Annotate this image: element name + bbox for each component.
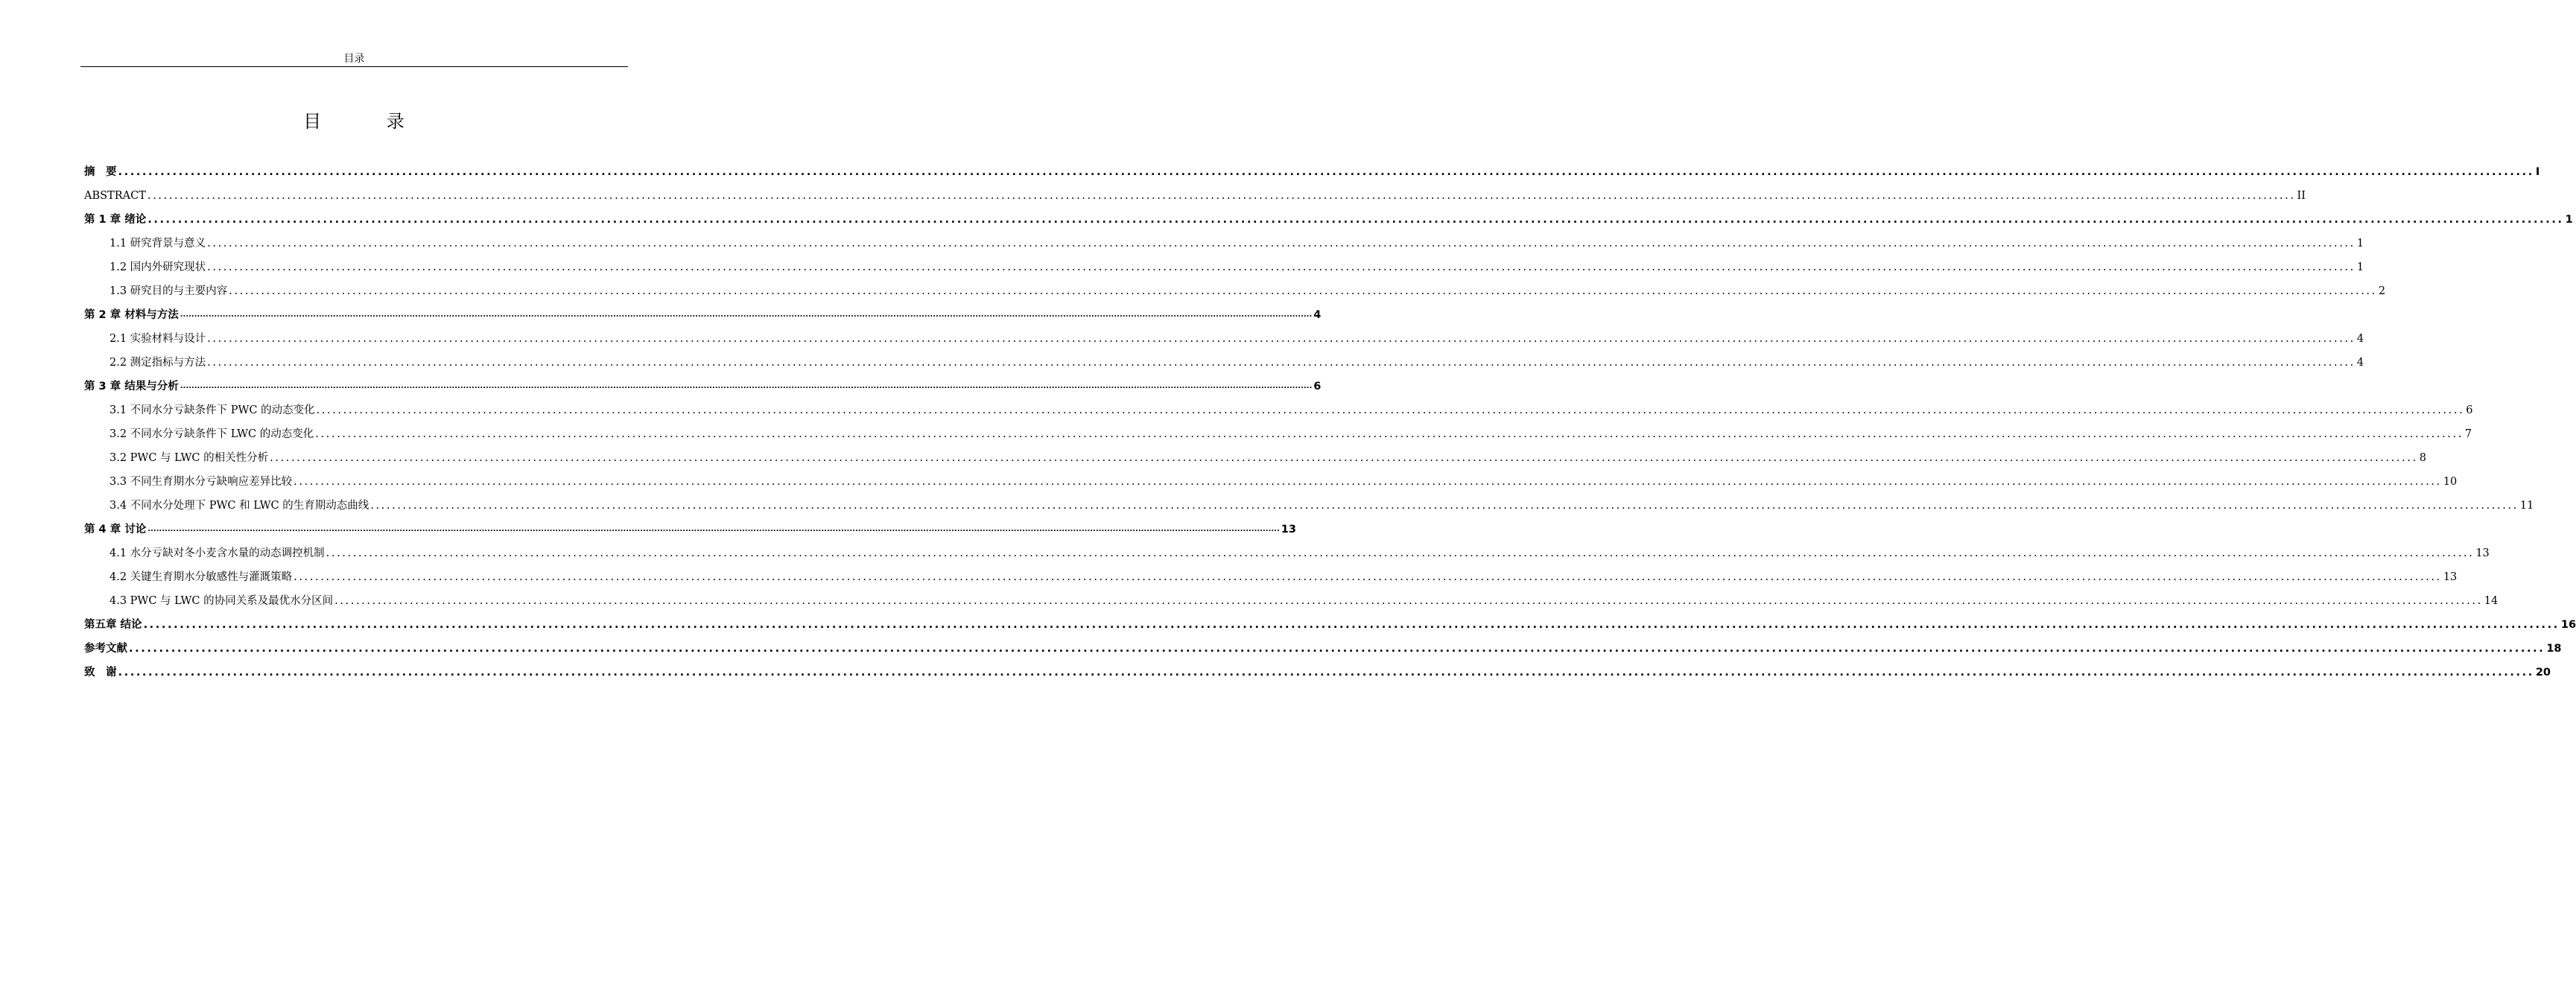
toc-entry-page: 13 — [1281, 524, 1296, 536]
toc-entry[interactable] — [84, 584, 2499, 608]
toc-entry-label: 第五章 结论 — [84, 619, 142, 631]
toc-leader-dots: ................................................................................................................................................................................................................................................................................................................................................................................................................ — [207, 333, 2355, 345]
toc-entry-page: 1 — [2356, 238, 2364, 250]
toc-entry-page: 13 — [2475, 547, 2490, 559]
toc-entry[interactable] — [84, 346, 2364, 369]
toc-entry[interactable] — [84, 465, 2458, 489]
toc-entry[interactable] — [84, 298, 1322, 322]
toc-leader-dots: ................................................................................................................................................................................................................................................................................................................................................................................................................ — [207, 261, 2355, 273]
toc-entry-label: 第 3 章 结果与分析 — [84, 381, 179, 393]
toc-leader-dots: ................................................................................................................................................................................................................................................................................................................................................................................................................ — [129, 643, 2545, 655]
toc-entry-label: 1.1 研究背景与意义 — [110, 238, 206, 250]
toc-leader-dots: ................................................................................................................................................................................................................................................................................................................................................................................................................ — [270, 452, 2418, 464]
toc-leader-dots: ................................................................................................................................................................................................................................................................................................................................................................................................................ — [316, 404, 2465, 416]
toc-leader-dots: ................................................................................................................................................................................................................................................................................................................................................................................................................ — [180, 382, 1313, 390]
toc-entry-label: 1.2 国内外研究现状 — [110, 261, 206, 273]
toc-entry[interactable] — [84, 608, 2576, 632]
toc-leader-dots: ................................................................................................................................................................................................................................................................................................................................................................................................................ — [294, 571, 2442, 583]
toc-entry-label: 摘 要 — [84, 166, 117, 178]
toc-entry-label: 第 1 章 绪论 — [84, 214, 147, 226]
toc-entry[interactable] — [84, 226, 2364, 250]
toc-entry[interactable] — [84, 417, 2472, 441]
toc-entry-page: 13 — [2443, 571, 2458, 583]
toc-entry-page: 20 — [2535, 667, 2551, 679]
toc-entry-page: 1 — [2565, 214, 2573, 226]
page-title: 目 录 — [303, 111, 434, 132]
toc-leader-dots: ................................................................................................................................................................................................................................................................................................................................................................................................................ — [326, 547, 2475, 559]
toc-entry-label: 2.1 实验材料与设计 — [110, 333, 206, 345]
toc-entry-page: 2 — [2378, 285, 2386, 297]
toc-entry-page: 18 — [2546, 643, 2562, 655]
toc-entry-label: 2.2 测定指标与方法 — [110, 357, 206, 369]
toc-entry[interactable] — [84, 155, 2540, 179]
toc-entry-label: 参考文献 — [84, 643, 127, 655]
toc-entry-page: 8 — [2419, 452, 2427, 464]
toc-entry-label: 3.3 不同生育期水分亏缺响应差异比较 — [110, 476, 293, 488]
toc-entry-page: 4 — [1313, 309, 1322, 321]
toc-entry[interactable] — [84, 512, 1296, 536]
toc-entry-label: 4.2 关键生育期水分敏感性与灌溉策略 — [110, 571, 293, 583]
toc-entry[interactable] — [84, 632, 2562, 655]
toc-entry[interactable] — [84, 322, 2364, 346]
toc-entry-label: 第 4 章 讨论 — [84, 524, 147, 536]
toc-leader-dots: ................................................................................................................................................................................................................................................................................................................................................................................................................ — [118, 166, 2534, 178]
toc-entry-label: ABSTRACT — [84, 190, 146, 202]
toc-leader-dots: ................................................................................................................................................................................................................................................................................................................................................................................................................ — [147, 525, 1280, 533]
toc-entry-page: 6 — [2466, 404, 2473, 416]
header-rule — [80, 66, 628, 67]
toc-entry[interactable] — [84, 369, 1322, 393]
toc-entry-page: 4 — [2356, 333, 2364, 345]
toc-entry-page: I — [2535, 166, 2540, 178]
toc-entry-page: 1 — [2356, 261, 2364, 273]
toc-leader-dots: ................................................................................................................................................................................................................................................................................................................................................................................................................ — [294, 476, 2442, 488]
toc-entry-page: 14 — [2484, 595, 2499, 607]
toc-entry-label: 4.3 PWC 与 LWC 的协同关系及最优水分区间 — [110, 595, 334, 607]
toc-entry[interactable] — [84, 250, 2364, 274]
toc-entry-label: 3.2 不同水分亏缺条件下 LWC 的动态变化 — [110, 428, 314, 440]
toc-entry[interactable] — [84, 441, 2427, 465]
toc-entry-label: 致 谢 — [84, 667, 117, 679]
toc-leader-dots: ................................................................................................................................................................................................................................................................................................................................................................................................................ — [207, 357, 2355, 369]
toc-entry-page: 11 — [2519, 500, 2534, 512]
toc-leader-dots: ................................................................................................................................................................................................................................................................................................................................................................................................................ — [315, 428, 2464, 440]
toc-leader-dots: ................................................................................................................................................................................................................................................................................................................................................................................................................ — [180, 311, 1313, 319]
toc-leader-dots: ................................................................................................................................................................................................................................................................................................................................................................................................................ — [118, 667, 2534, 679]
toc-entry-page: 6 — [1313, 381, 1322, 393]
toc-entry-label: 第 2 章 材料与方法 — [84, 309, 179, 321]
toc-leader-dots: ................................................................................................................................................................................................................................................................................................................................................................................................................ — [229, 285, 2377, 297]
toc-leader-dots: ................................................................................................................................................................................................................................................................................................................................................................................................................ — [143, 619, 2560, 631]
toc-entry[interactable] — [84, 274, 2386, 298]
toc-entry[interactable] — [84, 203, 2573, 226]
toc-entry[interactable] — [84, 655, 2551, 679]
toc-entry[interactable] — [84, 179, 2306, 203]
toc-entry[interactable] — [84, 536, 2490, 560]
running-header: 目录 — [343, 53, 365, 65]
toc-entry[interactable] — [84, 393, 2473, 417]
toc-leader-dots: ................................................................................................................................................................................................................................................................................................................................................................................................................ — [147, 190, 2296, 202]
toc-entry-page: 16 — [2560, 619, 2576, 631]
toc-entry-page: 7 — [2464, 428, 2472, 440]
toc-leader-dots: ................................................................................................................................................................................................................................................................................................................................................................................................................ — [147, 214, 2564, 226]
toc-entry-label: 1.3 研究目的与主要内容 — [110, 285, 228, 297]
toc-entry-page: II — [2297, 190, 2306, 202]
toc-entry-page: 4 — [2356, 357, 2364, 369]
toc-entry-label: 4.1 水分亏缺对冬小麦含水量的动态调控机制 — [110, 547, 325, 559]
toc-entry-label: 3.4 不同水分处理下 PWC 和 LWC 的生育期动态曲线 — [110, 500, 369, 512]
table-of-contents — [84, 155, 2576, 679]
toc-leader-dots: ................................................................................................................................................................................................................................................................................................................................................................................................................ — [370, 500, 2519, 512]
toc-leader-dots: ................................................................................................................................................................................................................................................................................................................................................................................................................ — [334, 595, 2483, 607]
toc-entry[interactable] — [84, 560, 2458, 584]
toc-entry[interactable] — [84, 489, 2534, 512]
toc-leader-dots: ................................................................................................................................................................................................................................................................................................................................................................................................................ — [207, 238, 2355, 250]
toc-entry-page: 10 — [2443, 476, 2458, 488]
toc-entry-label: 3.1 不同水分亏缺条件下 PWC 的动态变化 — [110, 404, 315, 416]
toc-entry-label: 3.2 PWC 与 LWC 的相关性分析 — [110, 452, 269, 464]
